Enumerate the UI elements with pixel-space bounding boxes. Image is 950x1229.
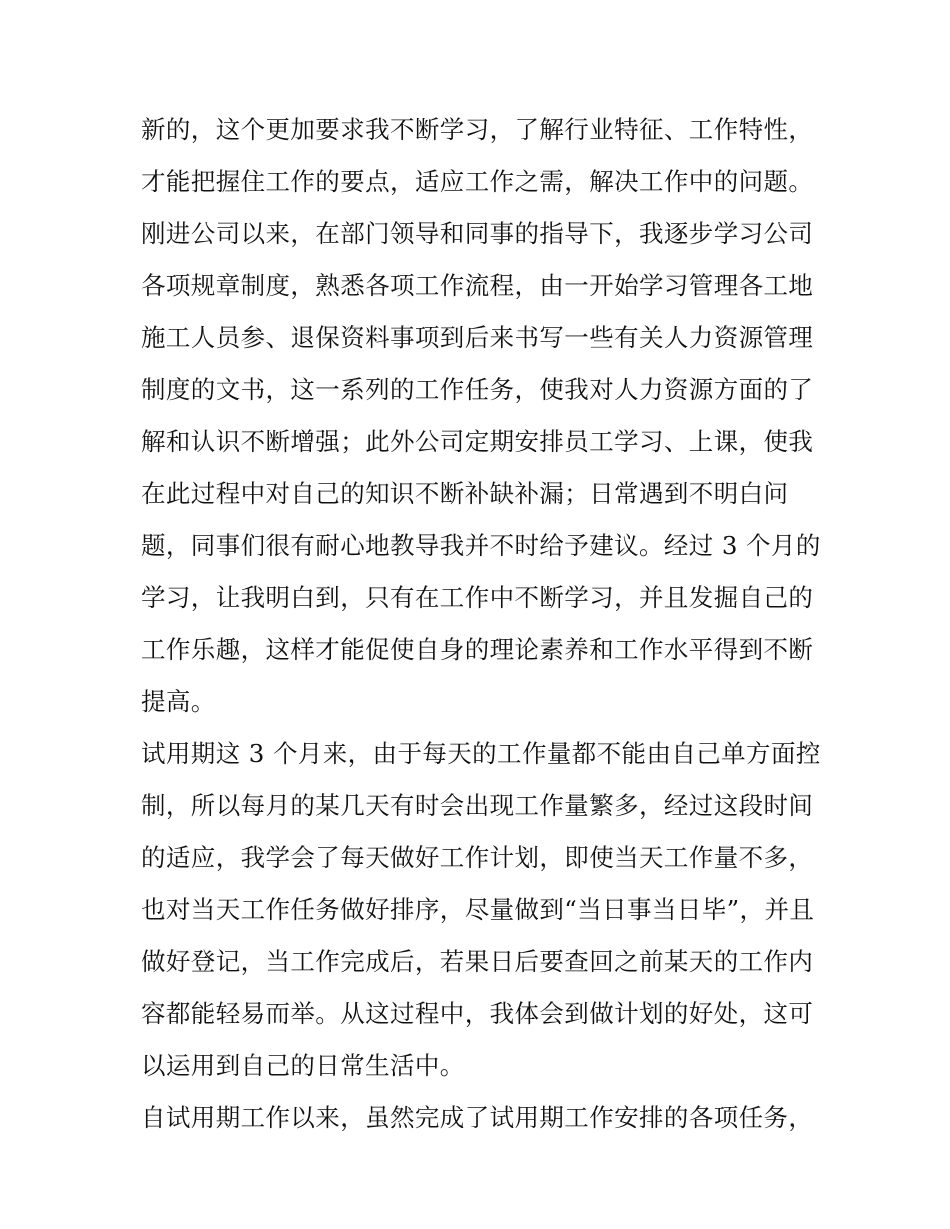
text-line: 施工人员参、退保资料事项到后来书写一些有关人力资源管理 [141,323,814,352]
text-line: 提高。 [141,687,216,716]
text-line: 各项规章制度，熟悉各项工作流程，由一开始学习管理各工地 [141,271,814,300]
document-body [141,104,821,1144]
text-line: 解和认识不断增强；此外公司定期安排员工学习、上课，使我 [141,427,814,456]
text-line: 做好登记，当工作完成后，若果日后要查回之前某天的工作内 [141,947,814,976]
text-line: 新的，这个更加要求我不断学习，了解行业特征、工作特性， [141,115,814,144]
text-line: 容都能轻易而举。从这过程中，我体会到做计划的好处，这可 [141,999,814,1028]
text-line: 学习，让我明白到，只有在工作中不断学习，并且发掘自己的 [141,583,814,612]
text-line: 刚进公司以来，在部门领导和同事的指导下，我逐步学习公司 [141,219,814,248]
text-line: 的适应，我学会了每天做好工作计划，即使当天工作量不多， [141,843,814,872]
text-line: 才能把握住工作的要点，适应工作之需，解决工作中的问题。 [141,167,814,196]
text-line: 工作乐趣，这样才能促使自身的理论素养和工作水平得到不断 [141,635,814,664]
text-line: 制，所以每月的某几天有时会出现工作量繁多，经过这段时间 [141,791,814,820]
text-line: 自试用期工作以来，虽然完成了试用期工作安排的各项任务， [141,1103,814,1132]
text-line: 题，同事们很有耐心地教导我并不时给予建议。经过 3 个月的 [141,531,821,560]
text-line: 以运用到自己的日常生活中。 [141,1051,465,1080]
text-line: 制度的文书，这一系列的工作任务，使我对人力资源方面的了 [141,375,814,404]
text-line: 试用期这 3 个月来，由于每天的工作量都不能由自己单方面控 [141,739,821,768]
text-line: 也对当天工作任务做好排序，尽量做到“当日事当日毕”，并且 [141,895,815,924]
text-line: 在此过程中对自己的知识不断补缺补漏；日常遇到不明白问 [141,479,789,508]
